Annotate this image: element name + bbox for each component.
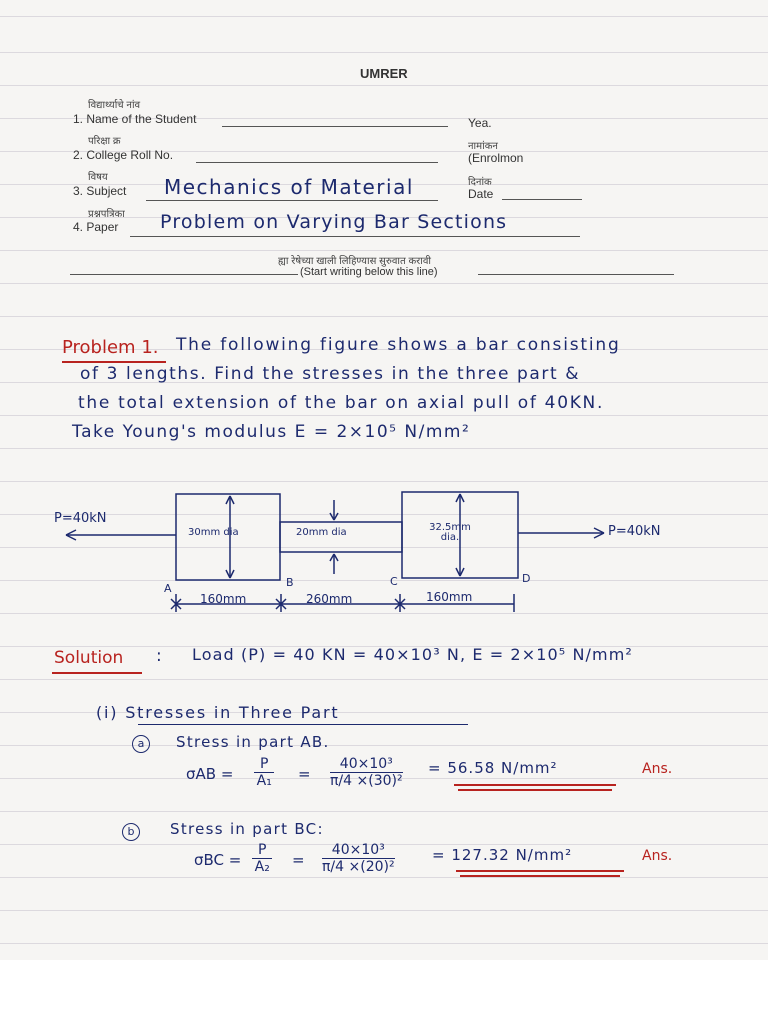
result-ab-underline-2 [458, 789, 612, 791]
problem-label: Problem 1. [62, 337, 159, 358]
year-label: Yea. [468, 116, 492, 130]
start-writing-instruction: (Start writing below this line) [300, 266, 438, 278]
enrolment-label: (Enrolmon [468, 151, 524, 165]
paper-value: Problem on Varying Bar Sections [160, 211, 508, 233]
item-a-heading: Stress in part AB. [176, 733, 330, 751]
sigma-ab-lhs: σAB = [186, 765, 234, 783]
solution-colon: : [156, 646, 162, 666]
fraction-denominator: π/4 ×(30)² [330, 773, 403, 789]
paper-label: 4. Paper [73, 220, 119, 234]
part-i-underline [138, 724, 468, 725]
paper-label-marathi: प्रश्नपत्रिका [88, 209, 125, 220]
instruction-marathi: ह्या रेषेच्या खाली लिहिण्यास सुरुवात करावी [278, 256, 431, 267]
fraction-numerator: 40×10³ [322, 842, 395, 859]
page-title: UMRER [360, 66, 408, 81]
fraction-numerator: P [254, 756, 274, 773]
fraction-p-over-a2 [252, 842, 272, 875]
start-line-left [70, 274, 298, 275]
item-b-marker: b [122, 823, 140, 841]
subject-line [146, 200, 438, 201]
date-label-marathi: दिनांक [468, 177, 492, 188]
subject-label-marathi: विषय [88, 172, 108, 183]
fraction-numerator: 40×10³ [330, 756, 403, 773]
bar-diagram [0, 490, 768, 620]
fraction-denominator: A₂ [254, 859, 270, 875]
problem-line-1: The following figure shows a bar consisting [176, 335, 621, 355]
left-load-label: P=40kN [54, 511, 107, 526]
answer-bc-label: Ans. [642, 848, 673, 864]
subject-value: Mechanics of Material [164, 175, 414, 199]
paper-line [130, 236, 580, 237]
problem-line-4: Take Young's modulus E = 2×10⁵ N/mm² [72, 422, 471, 442]
result-ab-underline [454, 784, 616, 786]
name-label-marathi: विद्यार्थ्याचे नांव [88, 100, 141, 111]
stress-ab-result: = 56.58 N/mm² [428, 759, 558, 777]
section-cd-length: 160mm [426, 590, 473, 604]
fraction-denominator: π/4 ×(20)² [322, 859, 395, 875]
point-d-label: D [522, 572, 531, 585]
section-ab-diameter: 30mm dia [188, 527, 239, 538]
roll-number-line [196, 162, 438, 163]
solution-label: Solution [54, 648, 124, 668]
background-strip [0, 960, 768, 1024]
fraction-denominator: A₁ [256, 773, 272, 789]
part-i-heading: (i) Stresses in Three Part [96, 703, 340, 722]
fraction-load-over-area-ab [330, 756, 403, 789]
date-label: Date [468, 187, 494, 201]
answer-ab-label: Ans. [642, 761, 673, 777]
section-bc-diameter: 20mm dia [296, 527, 347, 538]
fraction-p-over-a1 [254, 756, 274, 789]
result-bc-underline [456, 870, 624, 872]
equals-sign: = [298, 765, 311, 783]
item-a-marker: a [132, 735, 150, 753]
item-b-heading: Stress in part BC: [170, 820, 324, 838]
right-load-label: P=40kN [608, 524, 661, 539]
problem-line-3: the total extension of the bar on axial pull of 40KN. [78, 393, 605, 413]
enrolment-label-marathi: नामांकन [468, 141, 498, 152]
stress-bc-result: = 127.32 N/mm² [432, 846, 573, 864]
sigma-bc-lhs: σBC = [194, 851, 242, 869]
section-cd-diameter: 32.5mm dia. [429, 522, 471, 543]
point-b-label: B [286, 576, 294, 589]
student-name-label: 1. Name of the Student [73, 112, 197, 126]
given-values: Load (P) = 40 KN = 40×10³ N, E = 2×10⁵ N/mm² [192, 645, 633, 664]
problem-line-2: of 3 lengths. Find the stresses in the three part & [80, 364, 581, 384]
equals-sign: = [292, 851, 305, 869]
point-c-label: C [390, 575, 398, 588]
result-bc-underline-2 [460, 875, 620, 877]
section-ab-length: 160mm [200, 592, 247, 606]
section-bc-length: 260mm [306, 592, 353, 606]
fraction-load-over-area-bc [322, 842, 395, 875]
fraction-numerator: P [252, 842, 272, 859]
problem-label-underline [62, 361, 166, 363]
subject-label: 3. Subject [73, 184, 127, 198]
solution-label-underline [52, 672, 142, 674]
student-name-line [222, 126, 448, 127]
roll-label-marathi: परिक्षा क्र [88, 136, 121, 147]
date-line [502, 199, 582, 200]
point-a-label: A [164, 582, 172, 595]
roll-number-label: 2. College Roll No. [73, 148, 174, 162]
start-line-right [478, 274, 674, 275]
